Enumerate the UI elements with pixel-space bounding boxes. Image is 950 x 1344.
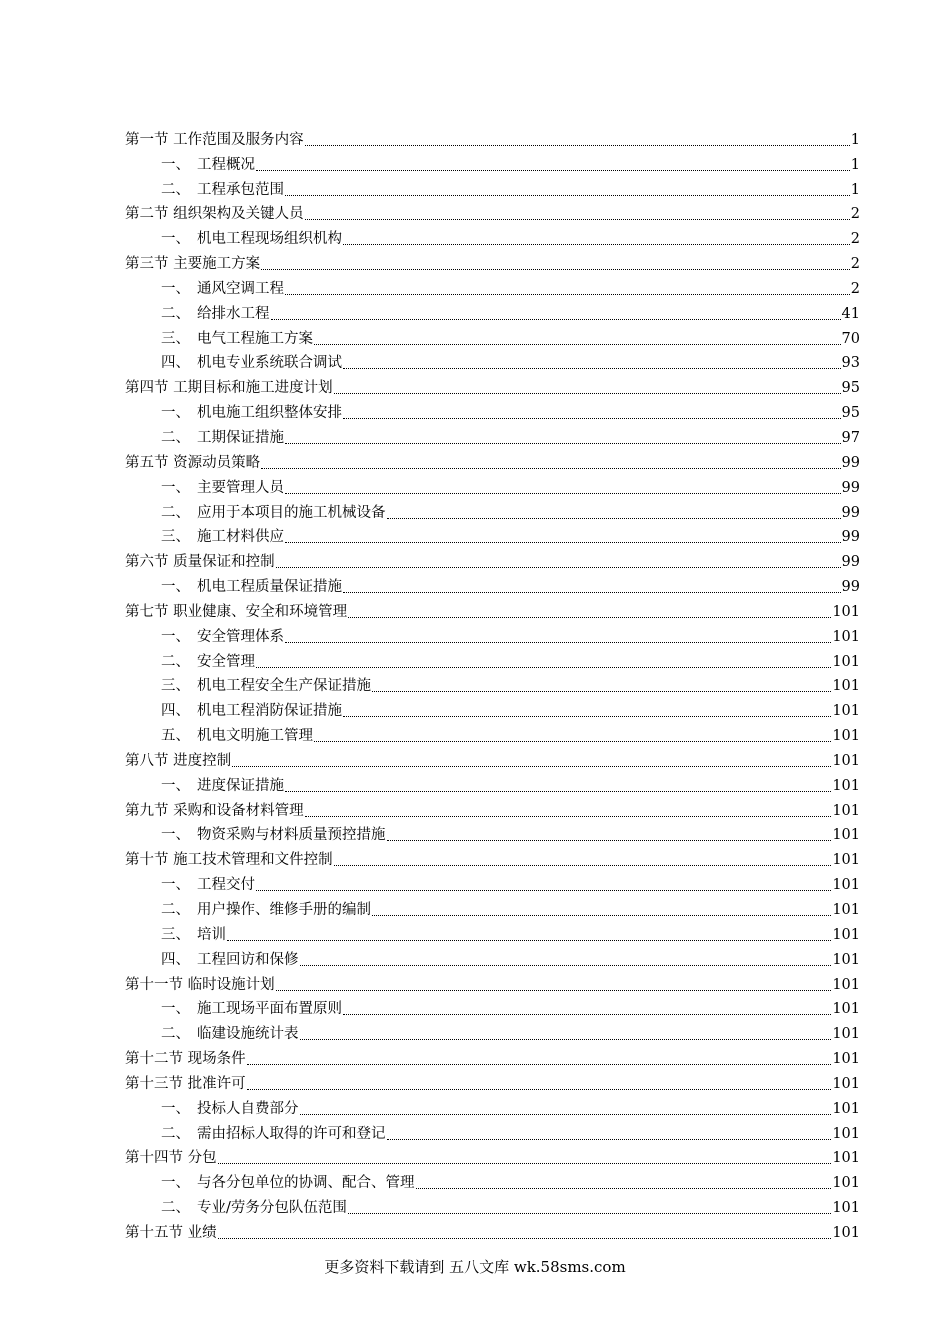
toc-entry-number: 一、 [161,231,190,248]
toc-page-number: 2 [850,231,860,248]
toc-page-number: 101 [832,926,860,943]
dot-leader [334,393,841,394]
dot-leader [271,319,841,320]
toc-entry-number: 一、 [161,827,190,844]
toc-entry-title: 工程概况 [197,156,255,173]
toc-section-entry[interactable] [125,596,860,621]
dot-leader [227,940,831,941]
dot-leader [343,368,841,369]
toc-entry-title: 工程承包范围 [197,181,284,198]
dot-leader [387,840,832,841]
toc-entry-number: 一、 [161,405,190,422]
toc-entry-title: 第十节 施工技术管理和文件控制 [125,852,333,869]
dot-leader [285,493,841,494]
toc-page-number: 101 [832,951,860,968]
toc-entry-title: 临建设施统计表 [197,1026,299,1043]
dot-leader [300,965,832,966]
toc-subsection-entry[interactable] [125,571,860,596]
toc-entry-number: 二、 [161,504,190,521]
dot-leader [261,468,840,469]
toc-entry-number: 一、 [161,579,190,596]
toc-subsection-entry[interactable] [125,1192,860,1217]
toc-entry-title: 物资采购与材料质量预控措施 [197,827,386,844]
dot-leader [300,1114,832,1115]
toc-entry-number: 四、 [161,355,190,372]
toc-entry-title: 机电工程现场组织机构 [197,231,342,248]
dot-leader [285,294,850,295]
toc-subsection-entry[interactable] [125,919,860,944]
toc-entry-number: 一、 [161,156,190,173]
toc-section-entry[interactable] [125,372,860,397]
toc-entry-title: 安全管理体系 [197,628,284,645]
toc-entry-title: 第九节 采购和设备材料管理 [125,802,304,819]
toc-entry-title: 应用于本项目的施工机械设备 [197,504,386,521]
toc-entry-title: 第十一节 临时设施计划 [125,976,275,993]
toc-page-number: 95 [841,380,860,397]
toc-page-number: 99 [841,504,860,521]
toc-page-number: 101 [832,703,860,720]
toc-section-entry[interactable] [125,124,860,149]
toc-subsection-entry[interactable] [125,522,860,547]
toc-subsection-entry[interactable] [125,894,860,919]
toc-page-number: 101 [832,1100,860,1117]
dot-leader [285,443,841,444]
toc-page-number: 101 [832,777,860,794]
toc-page-number: 101 [832,653,860,670]
toc-subsection-entry[interactable] [125,1167,860,1192]
toc-entry-title: 需由招标人取得的许可和登记 [197,1125,386,1142]
toc-page-number: 101 [832,802,860,819]
toc-subsection-entry[interactable] [125,994,860,1019]
toc-entry-title: 第五节 资源动员策略 [125,454,261,471]
toc-subsection-entry[interactable] [125,770,860,795]
toc-entry-title: 第七节 职业健康、安全和环境管理 [125,603,348,620]
toc-page-number: 2 [850,280,860,297]
toc-section-entry[interactable] [125,1043,860,1068]
toc-page-number: 99 [841,454,860,471]
toc-entry-number: 一、 [161,877,190,894]
toc-subsection-entry[interactable] [125,348,860,373]
toc-entry-title: 施工现场平面布置原则 [197,1001,342,1018]
dot-leader [247,1089,832,1090]
toc-page-number: 101 [832,1200,860,1217]
toc-entry-title: 给排水工程 [197,305,270,322]
toc-subsection-entry[interactable] [125,621,860,646]
toc-entry-title: 工期保证措施 [197,429,284,446]
toc-entry-number: 四、 [161,703,190,720]
toc-entry-number: 一、 [161,280,190,297]
toc-entry-title: 第十四节 分包 [125,1150,217,1167]
toc-section-entry[interactable] [125,546,860,571]
toc-subsection-entry[interactable] [125,397,860,422]
toc-subsection-entry[interactable] [125,671,860,696]
dot-leader [256,890,831,891]
toc-entry-title: 主要管理人员 [197,479,284,496]
toc-page-number: 99 [841,554,860,571]
toc-section-entry[interactable] [125,1068,860,1093]
toc-page-number: 93 [841,355,860,372]
toc-entry-title: 机电文明施工管理 [197,728,313,745]
toc-entry-number: 四、 [161,951,190,968]
toc-entry-number: 二、 [161,1200,190,1217]
dot-leader [285,542,841,543]
toc-subsection-entry[interactable] [125,720,860,745]
dot-leader [305,816,832,817]
toc-page-number: 41 [841,305,860,322]
toc-page-number: 101 [832,852,860,869]
toc-subsection-entry[interactable] [125,820,860,845]
toc-entry-number: 三、 [161,330,190,347]
toc-entry-title: 通风空调工程 [197,280,284,297]
dot-leader [276,990,832,991]
toc-page-number: 70 [841,330,860,347]
dot-leader [285,642,831,643]
toc-entry-number: 三、 [161,926,190,943]
toc-entry-title: 第十三节 批准许可 [125,1075,246,1092]
toc-entry-title: 机电施工组织整体安排 [197,405,342,422]
toc-entry-number: 二、 [161,1125,190,1142]
toc-entry-title: 第十五节 业绩 [125,1224,217,1241]
toc-subsection-entry[interactable] [125,695,860,720]
dot-leader [285,195,850,196]
toc-page-number: 2 [850,206,860,223]
toc-page-number: 99 [841,579,860,596]
toc-entry-title: 工程回访和保修 [197,951,299,968]
toc-entry-title: 施工材料供应 [197,529,284,546]
toc-subsection-entry[interactable] [125,298,860,323]
dot-leader [372,915,831,916]
toc-page-number: 101 [832,1224,860,1241]
dot-leader [256,667,831,668]
toc-entry-title: 电气工程施工方案 [197,330,313,347]
toc-entry-number: 一、 [161,1175,190,1192]
dot-leader [218,1238,832,1239]
toc-entry-title: 机电工程消防保证措施 [197,703,342,720]
toc-page-number: 101 [832,1175,860,1192]
toc-entry-number: 二、 [161,181,190,198]
toc-page-number: 101 [832,902,860,918]
toc-subsection-entry[interactable] [125,1018,860,1043]
toc-subsection-entry[interactable] [125,273,860,298]
toc-page-number: 99 [841,529,860,546]
toc-entry-number: 二、 [161,305,190,322]
toc-subsection-entry[interactable] [125,174,860,199]
toc-page-number: 97 [841,429,860,446]
dot-leader [256,170,850,171]
dot-leader [348,1213,831,1214]
toc-subsection-entry[interactable] [125,869,860,894]
toc-page-number: 101 [832,752,860,769]
toc-section-entry[interactable] [125,1217,860,1242]
dot-leader [218,1163,832,1164]
toc-section-entry[interactable] [125,969,860,994]
table-of-contents [125,124,860,1242]
dot-leader [387,518,841,519]
toc-page-number: 101 [832,976,860,993]
toc-entry-number: 一、 [161,1001,190,1018]
toc-entry-title: 第四节 工期目标和施工进度计划 [125,380,333,397]
dot-leader [261,269,850,270]
toc-page-number: 101 [832,728,860,745]
toc-page-number: 1 [850,181,860,198]
dot-leader [285,791,831,792]
toc-subsection-entry[interactable] [125,149,860,174]
toc-entry-title: 安全管理 [197,653,255,670]
toc-subsection-entry[interactable] [125,1118,860,1143]
toc-entry-title: 与各分包单位的协调、配合、管理 [197,1175,415,1192]
toc-entry-number: 五、 [161,728,190,745]
toc-entry-title: 工程交付 [197,877,255,894]
dot-leader [276,567,841,568]
toc-page-number: 101 [832,1150,860,1167]
toc-entry-title: 第十二节 现场条件 [125,1051,246,1068]
toc-page-number: 101 [832,678,860,695]
dot-leader [343,716,831,717]
toc-entry-title: 培训 [197,926,226,943]
toc-page-number: 1 [850,156,860,173]
toc-page-number: 101 [832,1075,860,1092]
toc-entry-title: 机电工程质量保证措施 [197,579,342,596]
toc-subsection-entry[interactable] [125,422,860,447]
toc-page-number: 101 [832,1125,860,1142]
toc-entry-title: 第六节 质量保证和控制 [125,554,275,571]
toc-page-number: 101 [832,1026,860,1043]
footer-download-note[interactable]: 更多资料下载请到 五八文库 wk.58sms.com [324,1258,626,1276]
dot-leader [416,1188,832,1189]
toc-entry-title: 第二节 组织架构及关键人员 [125,206,304,223]
toc-entry-title: 第一节 工作范围及服务内容 [125,131,304,148]
toc-page-number: 101 [832,1051,860,1068]
dot-leader [247,1064,832,1065]
dot-leader [334,865,832,866]
toc-entry-title: 第八节 进度控制 [125,752,232,769]
toc-section-entry[interactable] [125,447,860,472]
dot-leader [305,219,850,220]
dot-leader [343,418,841,419]
toc-subsection-entry[interactable] [125,223,860,248]
toc-page-number: 101 [832,1001,860,1018]
dot-leader [343,244,850,245]
toc-subsection-entry[interactable] [125,1093,860,1118]
toc-page-number: 101 [832,877,860,894]
toc-entry-title: 机电专业系统联合调试 [197,355,342,372]
toc-page-number: 1 [850,131,860,148]
dot-leader [305,145,850,146]
toc-entry-title: 进度保证措施 [197,777,284,794]
toc-entry-number: 二、 [161,429,190,446]
toc-entry-title: 机电工程安全生产保证措施 [197,678,371,695]
toc-section-entry[interactable] [125,1143,860,1168]
toc-entry-number: 二、 [161,902,190,918]
toc-section-entry[interactable] [125,844,860,869]
toc-section-entry[interactable] [125,745,860,770]
dot-leader [300,1039,832,1040]
toc-entry-number: 二、 [161,1026,190,1043]
toc-entry-number: 一、 [161,479,190,496]
toc-subsection-entry[interactable] [125,646,860,671]
toc-subsection-entry[interactable] [125,944,860,969]
toc-subsection-entry[interactable] [125,472,860,497]
toc-page-number: 101 [832,827,860,844]
toc-page-number: 101 [832,603,860,620]
toc-entry-title: 第三节 主要施工方案 [125,256,261,273]
toc-entry-title: 用户操作、维修手册的编制 [197,902,371,918]
toc-entry-title: 投标人自费部分 [197,1100,299,1117]
toc-subsection-entry[interactable] [125,497,860,522]
dot-leader [314,741,831,742]
toc-subsection-entry[interactable] [125,323,860,348]
toc-entry-number: 三、 [161,529,190,546]
toc-entry-number: 一、 [161,628,190,645]
dot-leader [372,691,831,692]
dot-leader [232,766,831,767]
dot-leader [348,617,831,618]
toc-page-number: 2 [850,256,860,273]
toc-entry-number: 二、 [161,653,190,670]
toc-entry-number: 三、 [161,678,190,695]
dot-leader [343,592,841,593]
toc-entry-number: 一、 [161,777,190,794]
toc-page-number: 95 [841,405,860,422]
toc-section-entry[interactable] [125,795,860,820]
dot-leader [314,344,841,345]
toc-page-number: 101 [832,628,860,645]
dot-leader [387,1139,832,1140]
dot-leader [343,1014,831,1015]
toc-page-number: 99 [841,479,860,496]
toc-section-entry[interactable] [125,199,860,224]
toc-entry-title: 专业/劳务分包队伍范围 [197,1200,347,1217]
toc-entry-number: 一、 [161,1100,190,1117]
toc-section-entry[interactable] [125,248,860,273]
